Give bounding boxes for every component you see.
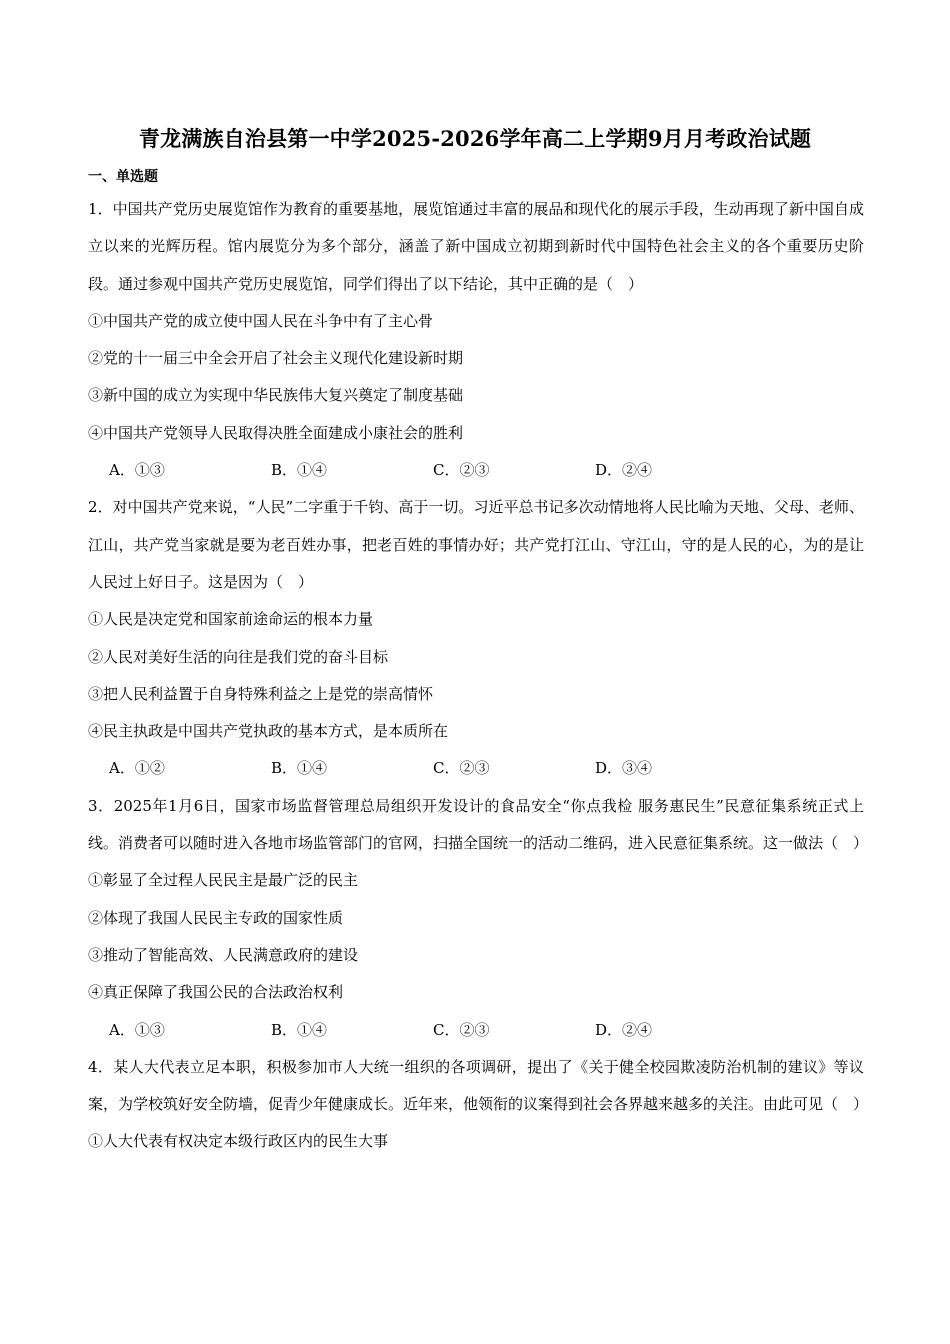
answer-options bbox=[88, 1012, 864, 1049]
question-stem: 4．某人大代表立足本职，积极参加市人大统一组织的各项调研，提出了《关于健全校园欺凌防治机制的建议》等议案，为学校筑好安全防墙，促青少年健康成长。近年来，他领衔的议案得到社会各界越来越多的关注。由此可见（ ） bbox=[88, 1057, 869, 1114]
answer-options bbox=[88, 750, 864, 787]
questions-body bbox=[88, 191, 869, 1161]
question-4 bbox=[88, 1049, 869, 1161]
option-b[interactable]: B．①④ bbox=[271, 759, 328, 778]
statement-item: ③把人民利益置于自身特殊利益之上是党的崇高情怀 bbox=[88, 684, 434, 703]
question-2 bbox=[88, 489, 864, 787]
question-stem: 3．2025年1月6日，国家市场监督管理总局组织开发设计的食品安全“你点我检 服务惠民生”民意征集系统正式上线。消费者可以随时进入各地市场监管部门的官网，扫描全国统一的活动二维码，进入民意征集系统。这一做法（ ） bbox=[88, 796, 869, 853]
statement-item: ①人民是决定党和国家前途命运的根本力量 bbox=[88, 610, 374, 629]
option-b[interactable]: B．①④ bbox=[271, 1020, 328, 1039]
statement-item: ①彰显了全过程人民民主是最广泛的民主 bbox=[88, 871, 359, 890]
statement-item: ②人民对美好生活的向往是我们党的奋斗目标 bbox=[88, 647, 389, 666]
question-stem: 2．对中国共产党来说，“人民”二字重于千钧、高于一切。习近平总书记多次动情地将人民比喻为天地、父母、老师、江山，共产党当家就是要为老百姓办事，把老百姓的事情办好；共产党打江山、守江山，守的是人民的心，为的是让人民过上好日子。这是因为（ ） bbox=[88, 498, 864, 591]
question-stem: 1．中国共产党历史展览馆作为教育的重要基地，展览馆通过丰富的展品和现代化的展示手段，生动再现了新中国自成立以来的光辉历程。馆内展览分为多个部分，涵盖了新中国成立初期到新时代中国特色社会主义的各个重要历史阶段。通过参观中国共产党历史展览馆，同学们得出了以下结论，其中正确的是（ ） bbox=[88, 200, 864, 293]
option-c[interactable]: C．②③ bbox=[433, 1020, 490, 1039]
option-d[interactable]: D．②④ bbox=[595, 461, 653, 480]
answer-options bbox=[88, 452, 864, 489]
statement-item: ④真正保障了我国公民的合法政治权利 bbox=[88, 983, 344, 1002]
statement-item: ②党的十一届三中全会开启了社会主义现代化建设新时期 bbox=[88, 349, 464, 368]
question-1 bbox=[88, 191, 864, 489]
option-c[interactable]: C．②③ bbox=[433, 461, 490, 480]
option-d[interactable]: D．③④ bbox=[595, 759, 653, 778]
statement-item: ④中国共产党领导人民取得决胜全面建成小康社会的胜利 bbox=[88, 423, 464, 442]
option-d[interactable]: D．②④ bbox=[595, 1020, 653, 1039]
option-a[interactable]: A．①③ bbox=[109, 1020, 165, 1039]
section-heading: 一、单选题 bbox=[88, 169, 158, 185]
question-3 bbox=[88, 788, 869, 1049]
exam-title: 青龙满族自治县第一中学2025-2026学年高二上学期9月月考政治试题 bbox=[138, 126, 812, 151]
statement-item: ③新中国的成立为实现中华民族伟大复兴奠定了制度基础 bbox=[88, 386, 464, 405]
statement-item: ①中国共产党的成立使中国人民在斗争中有了主心骨 bbox=[88, 311, 434, 330]
option-a[interactable]: A．①③ bbox=[109, 461, 165, 480]
statement-item: ④民主执政是中国共产党执政的基本方式，是本质所在 bbox=[88, 722, 449, 741]
statement-item: ③推动了智能高效、人民满意政府的建设 bbox=[88, 945, 359, 964]
option-a[interactable]: A．①② bbox=[109, 759, 165, 778]
statement-item: ①人大代表有权决定本级行政区内的民生大事 bbox=[88, 1132, 389, 1151]
option-c[interactable]: C．②③ bbox=[433, 759, 490, 778]
option-b[interactable]: B．①④ bbox=[271, 461, 328, 480]
statement-item: ②体现了我国人民民主专政的国家性质 bbox=[88, 908, 344, 927]
